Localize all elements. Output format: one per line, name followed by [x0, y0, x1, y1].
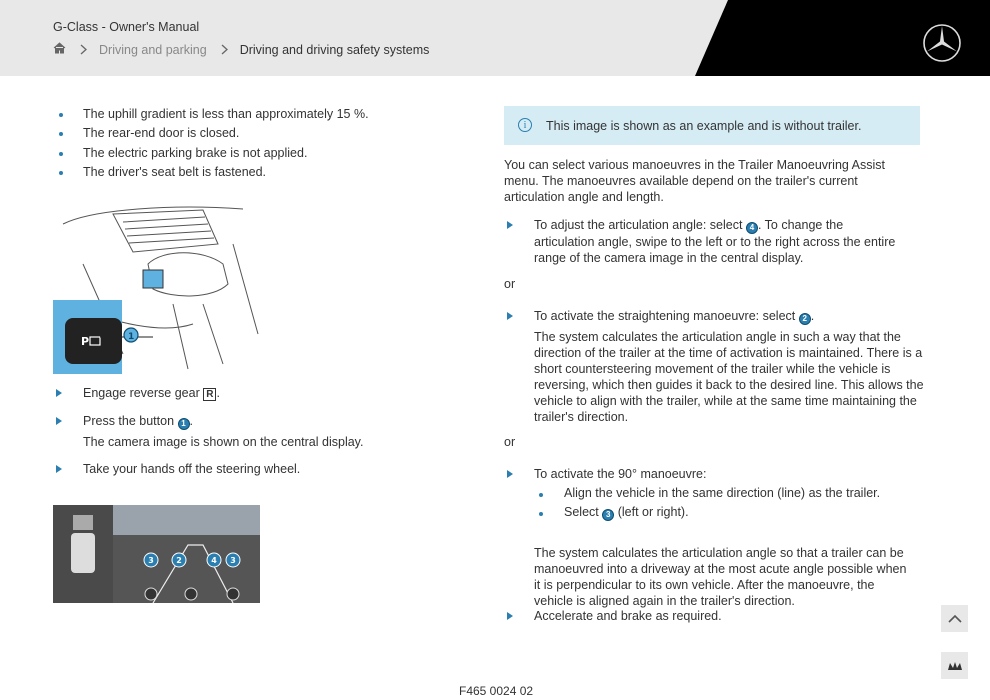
step-text: To activate the 90° manoeuvre:	[534, 467, 707, 481]
mercedes-star-logo	[922, 23, 962, 63]
sub-text: Select	[564, 505, 599, 519]
step-description: The system calculates the articulation angle in such a way that the direction of the trailer at the time of activation is maintained. There is a short countersteering movement of the trailer while the vehicle is reversing, which then guides it back to the desired line. This allows the vehicle to align with the trailer, while at the same time maintaining the trailer's direction.	[534, 330, 924, 424]
or-label: or	[504, 435, 516, 449]
vehicle-icon	[947, 660, 963, 672]
step-note: The camera image is shown on the central display.	[83, 435, 364, 449]
list-item: The rear-end door is closed.	[58, 124, 369, 143]
callout-badge: 2	[799, 313, 811, 325]
step-text: Take your hands off the steering wheel.	[83, 462, 301, 476]
sub-item: Align the vehicle in the same direction (line) as the trailer.	[534, 486, 914, 500]
step-straightening: To activate the straightening manoeuvre: select 2 . The system calculates the articulation angle in such a way that the direction of the trailer at the time of activation is maintained. There is a short countersteering movement of the trailer while the vehicle is reversing, which then guides it back to the desired line. This allows the vehicle to align with the trailer, while at the same time maintaining the trailer's direction.	[504, 308, 924, 425]
figure-code: F465 0024 02	[459, 684, 534, 698]
chevron-up-icon	[948, 614, 962, 623]
fig2-callout: 3	[148, 556, 154, 565]
arrow-right-icon	[56, 465, 62, 473]
callout-badge: 4	[746, 222, 758, 234]
fig2-callout: 4	[211, 556, 217, 565]
step-press-button: Press the button 1 . The camera image is shown on the central display.	[53, 413, 483, 450]
arrow-right-icon	[56, 389, 62, 397]
arrow-right-icon	[507, 312, 513, 320]
gear-r-symbol: R	[203, 388, 216, 401]
list-item: The driver's seat belt is fastened.	[58, 163, 369, 182]
conditions-list	[58, 105, 369, 183]
arrow-right-icon	[507, 470, 513, 478]
camera-display-image	[53, 505, 260, 603]
info-icon: i	[518, 118, 532, 132]
step-text: Engage reverse gear	[83, 386, 200, 400]
breadcrumb-item-current: Driving and driving safety systems	[239, 42, 430, 57]
scroll-to-top-button[interactable]	[941, 605, 968, 632]
callout-badge: 1	[178, 418, 190, 430]
chevron-right-icon	[80, 44, 87, 55]
list-item: The electric parking brake is not applied.	[58, 144, 369, 163]
info-text: This image is shown as an example and is without trailer.	[546, 119, 862, 133]
step-description: The system calculates the articulation angle so that a trailer can be manoeuvred into a driveway at the most acute angle possible when it is perpendicular to its own vehicle. After the manoeuvre, the vehicle is aligned again in the trailer's direction.	[534, 546, 907, 608]
step-text: . To change the articulation angle, swipe to the left or to the right across the entire range of the camera image in the central display.	[534, 218, 896, 265]
callout-badge: 3	[602, 509, 614, 521]
step-text: To activate the straightening manoeuvre: select	[534, 309, 796, 323]
list-item: The uphill gradient is less than approximately 15 %.	[58, 105, 369, 124]
svg-text:P: P	[81, 335, 90, 348]
step-text: To adjust the articulation angle: select	[534, 218, 743, 232]
callout-1: 1	[128, 332, 135, 342]
step-engage-reverse: Engage reverse gear R .	[53, 385, 483, 401]
or-label: or	[504, 277, 516, 291]
step-text: Press the button	[83, 414, 175, 428]
breadcrumb	[53, 42, 429, 57]
arrow-right-icon	[56, 417, 62, 425]
step-hands-off	[53, 461, 483, 477]
sub-text: (left or right).	[617, 505, 689, 519]
arrow-right-icon	[507, 221, 513, 229]
arrow-right-icon	[507, 612, 513, 620]
header	[0, 0, 990, 76]
fig2-callout: 3	[230, 556, 236, 565]
home-icon[interactable]	[53, 42, 66, 57]
sub-item	[534, 505, 914, 521]
manual-title: G-Class - Owner's Manual	[53, 20, 200, 34]
step-90-manoeuvre	[504, 466, 904, 482]
step-text: Accelerate and brake as required.	[534, 609, 722, 623]
chevron-right-icon	[221, 44, 228, 55]
console-illustration	[53, 204, 261, 374]
breadcrumb-item-driving-parking[interactable]: Driving and parking	[99, 42, 207, 57]
info-note	[504, 106, 920, 145]
vehicle-icon-button[interactable]	[941, 652, 968, 679]
fig2-callout: 2	[176, 556, 182, 565]
step-accelerate	[504, 608, 904, 624]
intro-paragraph: You can select various manoeuvres in the Trailer Manoeuvring Assist menu. The manoeuvres available depend on the trailer's current articulation angle and length.	[504, 158, 885, 204]
step-adjust-angle	[504, 217, 904, 266]
